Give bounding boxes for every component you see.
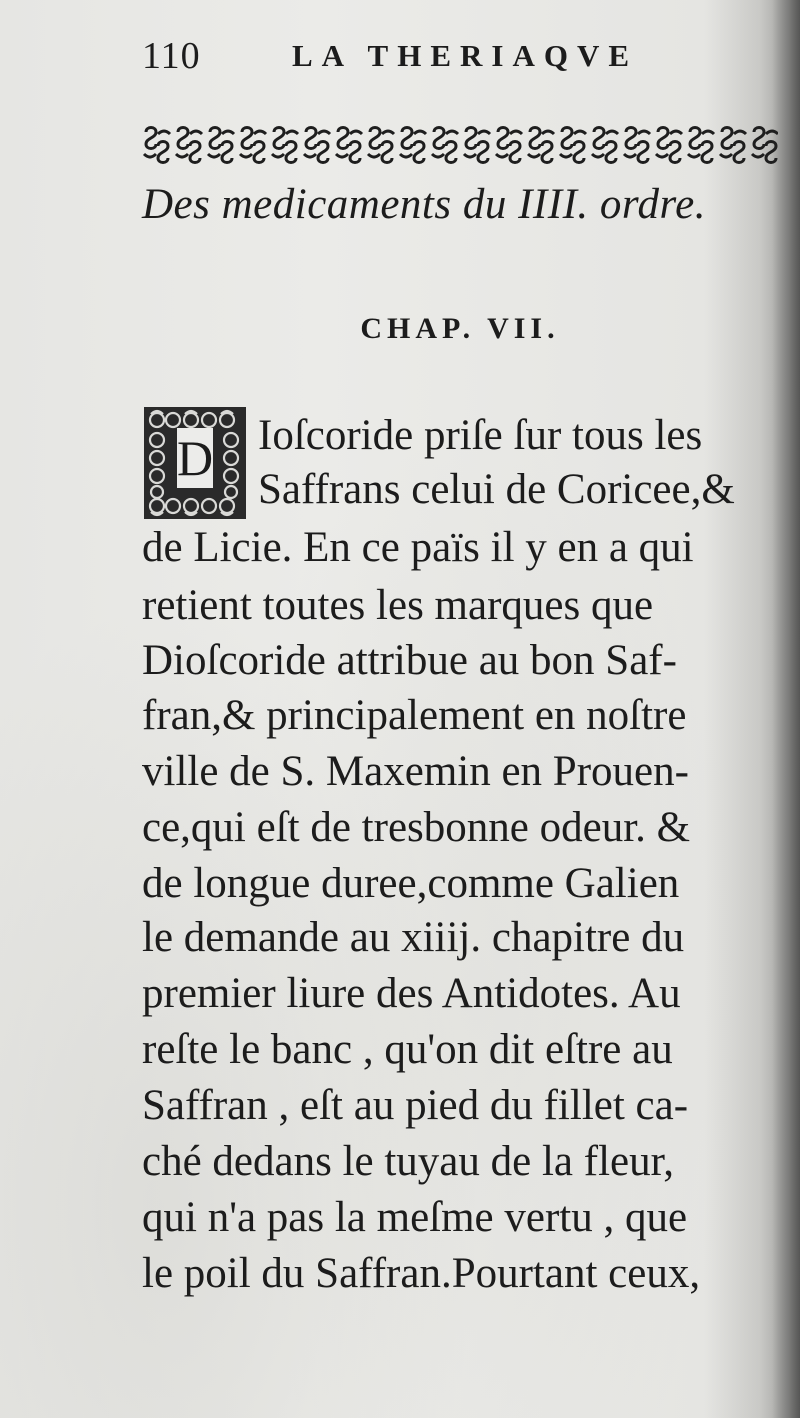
text-line: le poil du Saffran.Pourtant ceux, (142, 1250, 701, 1297)
fleuron-icon (526, 124, 556, 166)
fleuron-icon (366, 124, 396, 166)
fleuron-icon (718, 124, 748, 166)
text-line: de Licie. En ce païs il y en a qui (142, 524, 694, 571)
page-number: 110 (142, 35, 201, 77)
text-line: le demande au xiiij. chapitre du (142, 914, 685, 961)
fleuron-icon (142, 124, 172, 166)
text-line: ville de S. Maxemin en Prouen- (142, 748, 689, 795)
text-line: de longue duree,comme Galien (142, 860, 680, 907)
text-line: Ioſcoride priſe ſur tous les (258, 412, 703, 459)
fleuron-icon (302, 124, 332, 166)
fleuron-icon (494, 124, 524, 166)
section-heading: Des medicaments du IIII. ordre. (142, 181, 707, 228)
fleuron-icon (174, 124, 204, 166)
running-title: LA THERIAQVE (292, 38, 639, 73)
fleuron-icon (622, 124, 652, 166)
fleuron-icon (590, 124, 620, 166)
fleuron-icon (398, 124, 428, 166)
fleuron-icon (462, 124, 492, 166)
text-line: Saffran , eſt au pied du fillet ca- (142, 1082, 689, 1129)
fleuron-icon (270, 124, 300, 166)
fleuron-icon (238, 124, 268, 166)
fleuron-icon (654, 124, 684, 166)
fleuron-icon (334, 124, 364, 166)
text-line: Saffrans celui de Coricee,& (258, 466, 735, 513)
decorated-initial (143, 406, 247, 520)
text-line: Dioſcoride attribue au bon Saf- (142, 637, 677, 684)
fleuron-icon (558, 124, 588, 166)
page-gutter-shadow (772, 0, 800, 1418)
text-line: ce,qui eſt de tresbonne odeur. & (142, 804, 691, 851)
text-line: reſte le banc , qu'on dit eſtre au (142, 1026, 673, 1073)
ornamental-border (142, 124, 778, 166)
drop-cap-letter: D (177, 430, 214, 486)
text-line: premier liure des Antidotes. Au (142, 970, 681, 1017)
fleuron-icon (206, 124, 236, 166)
fleuron-icon (430, 124, 460, 166)
text-line: qui n'a pas la meſme vertu , que (142, 1194, 688, 1241)
text-line: fran,& principalement en noſtre (142, 692, 687, 739)
text-line: ché dedans le tuyau de la fleur, (142, 1138, 674, 1185)
chapter-heading: CHAP. VII. (360, 312, 560, 345)
fleuron-icon (686, 124, 716, 166)
text-line: retient toutes les marques que (142, 582, 654, 629)
running-head (142, 34, 742, 84)
